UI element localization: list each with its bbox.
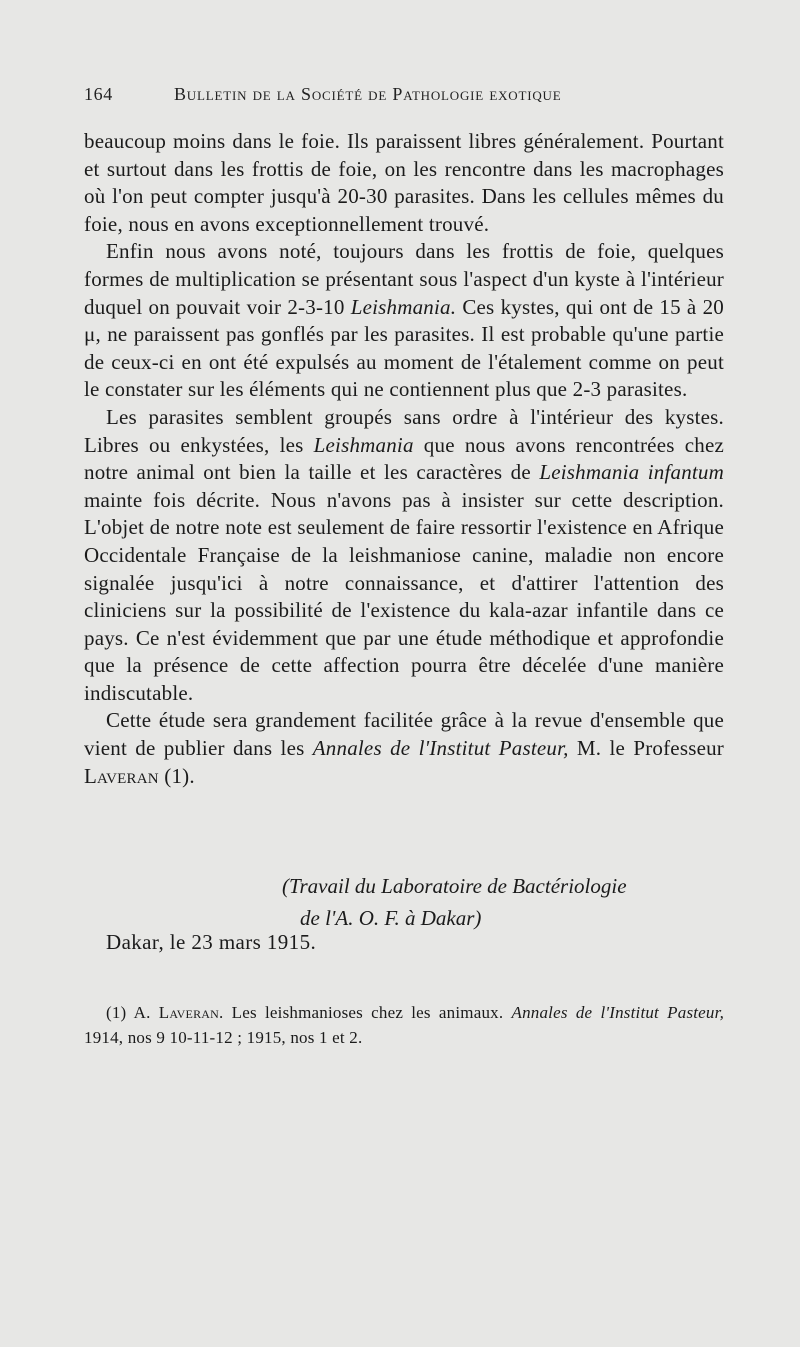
paragraph-1: beaucoup moins dans le foie. Ils paraissent libres généralement. Pourtant et surtout dans les frottis de foie, on les rencontre dans les macrophages où l'on peut compter jusqu'à 20-30 parasites. Dans les cellules mêmes du foie, nous en avons exceptionnellement trouvé.	[84, 129, 724, 236]
signature-line-1: (Travail du Laboratoire de Bactériologie	[282, 874, 627, 898]
paragraph-2: Enfin nous avons noté, toujours dans les frottis de foie, quelques formes de multiplication se présentant sous l'aspect d'un kyste à l'intérieur duquel on pouvait voir 2-3-10 Leishmania. Ces kystes, qui ont de 15 à 20 μ, ne paraissent pas gonflés par les parasites. Il est probable qu'une partie de ceux-ci en ont été expulsés au moment de l'étalement comme on peut le constater sur les éléments qui ne contiennent plus que 2-3 parasites.	[84, 239, 724, 402]
footnote-number: (1) A.	[106, 1003, 159, 1022]
footnote-title: Les leishmanioses chez les animaux.	[223, 1003, 512, 1022]
paragraph-3: Les parasites semblent groupés sans ordre à l'intérieur des kystes. Libres ou enkystées, les Leishmania que nous avons rencontrées chez notre animal ont bien la taille et les caractères de Leishmania infantum mainte fois décrite. Nous n'avons pas à insister sur cette description. L'objet de notre note est seulement de faire ressortir l'existence en Afrique Occidentale Française de la leishmaniose canine, maladie non encore signalée jusqu'ici à notre connaissance, et d'attirer l'attention des cliniciens sur la possibilité de l'existence du kala-azar infantile dans ce pays. Ce n'est évidemment que par une étude méthodique et approfondie que la présence de cette affection pourra être décelée d'une manière indiscutable.	[84, 404, 724, 705]
footnote-author: Laveran.	[158, 1003, 224, 1022]
footnote	[84, 1000, 724, 1050]
body-text	[84, 128, 724, 790]
signature-line-2: de l'A. O. F. à Dakar)	[300, 906, 482, 930]
dateline: Dakar, le 23 mars 1915.	[106, 930, 317, 954]
page-header	[84, 84, 724, 112]
lab-signature	[282, 870, 742, 934]
running-title: Bulletin de la Société de Pathologie exotique	[174, 84, 562, 104]
page-number: 164	[84, 84, 113, 104]
paragraph-4: Cette étude sera grandement facilitée grâce à la revue d'ensemble que vient de publier dans les Annales de l'Institut Pasteur, M. le Professeur Laveran (1).	[84, 708, 724, 788]
footnote-journal: Annales de l'Institut Pasteur,	[511, 1003, 725, 1022]
footnote-refs: 1914, nos 9 10-11-12 ; 1915, nos 1 et 2.	[84, 1028, 363, 1047]
